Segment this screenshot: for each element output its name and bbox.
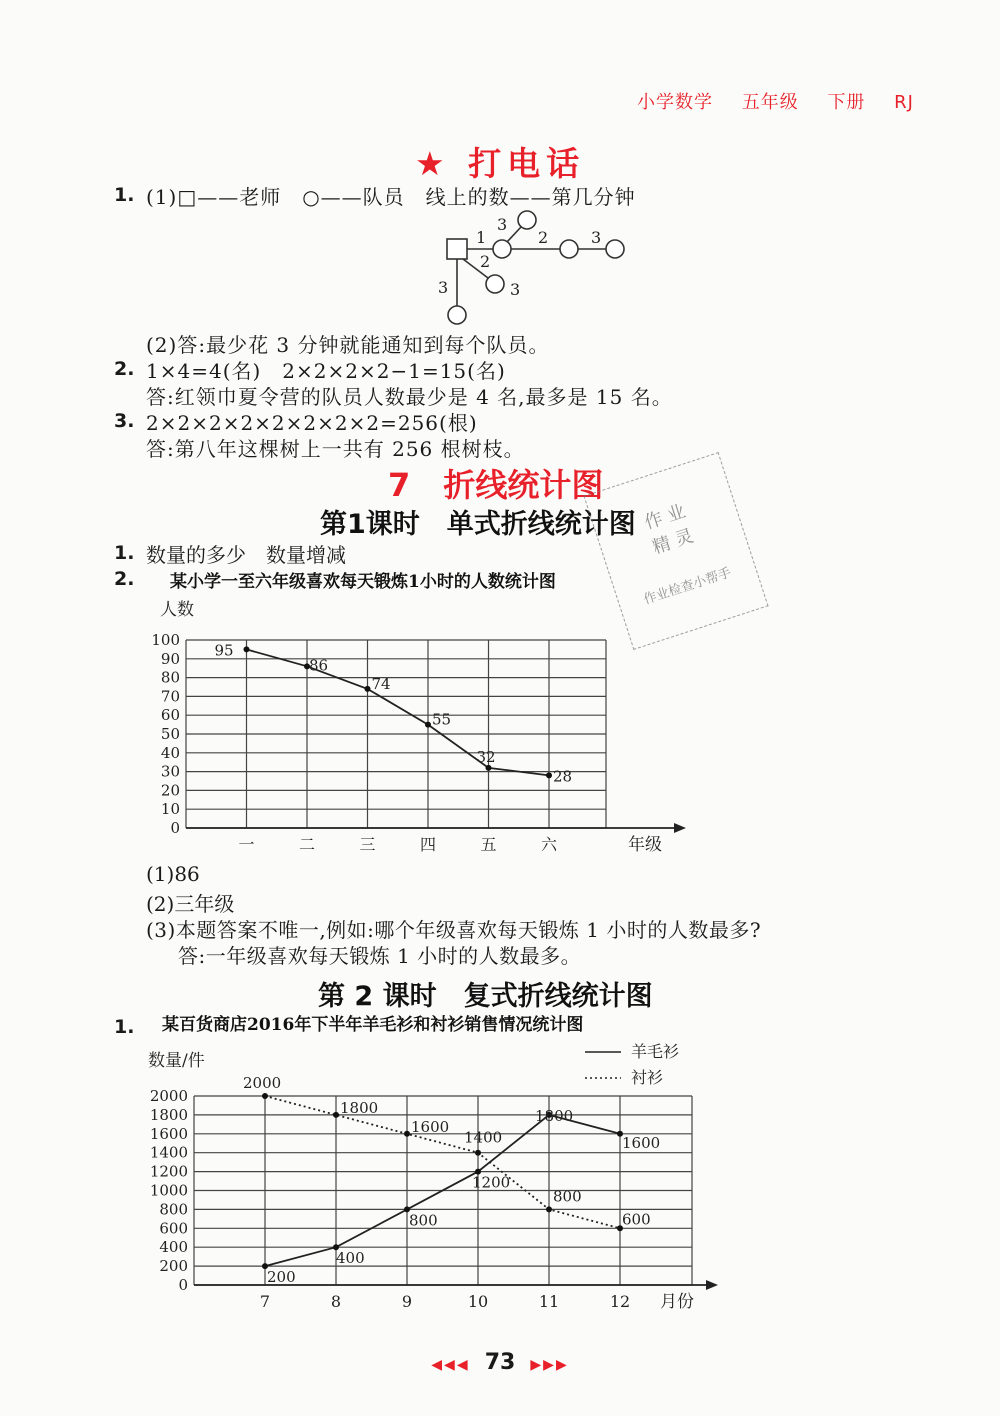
l1-answer-3: (3)本题答案不唯一,例如:哪个年级喜欢每天锻炼 1 小时的人数最多? [146, 918, 762, 942]
data-point [404, 1131, 410, 1137]
y-tick-label: 90 [160, 649, 180, 668]
q2-number: 2. [114, 358, 135, 380]
unit-title [388, 460, 603, 506]
y-tick-label: 1200 [149, 1162, 188, 1181]
data-point [475, 1150, 481, 1156]
x-tick-label: 四 [419, 835, 437, 854]
data-label: 95 [214, 641, 234, 660]
data-point [425, 722, 431, 728]
next-arrows-icon: ▶▶▶ [530, 1357, 569, 1373]
chart-exercise-grade [130, 560, 710, 865]
y-tick-label: 1800 [149, 1105, 188, 1124]
header-grade: 五年级 [741, 92, 799, 113]
data-label: 1400 [464, 1128, 503, 1147]
page-number: 73 [484, 1350, 516, 1375]
x-tick-label: 11 [538, 1292, 560, 1311]
chart-title: 某小学一至六年级喜欢每天锻炼1小时的人数统计图 [170, 572, 556, 592]
data-label: 200 [267, 1268, 296, 1287]
l1-answer-1: (1)86 [146, 862, 200, 886]
tree-label: 3 [438, 278, 449, 297]
y-tick-label: 60 [160, 706, 180, 725]
y-tick-label: 100 [151, 631, 180, 649]
l1-answer-2: (2)三年级 [146, 892, 235, 916]
y-tick-label: 0 [178, 1276, 188, 1294]
data-point [262, 1093, 268, 1099]
y-tick-label: 400 [159, 1238, 188, 1257]
tree-label: 3 [497, 215, 508, 234]
lesson1-title: 第1课时 单式折线统计图 [320, 509, 636, 540]
data-label: 1800 [535, 1106, 574, 1125]
x-axis-label: 年级 [628, 835, 662, 855]
data-label: 32 [476, 747, 496, 766]
data-point [546, 1206, 552, 1212]
data-label: 1800 [340, 1098, 379, 1117]
chart-sales-months [130, 1008, 730, 1318]
x-axis-label: 月份 [660, 1292, 694, 1312]
unit-name: 折线统计图 [443, 466, 604, 504]
x-axis-arrow [674, 823, 686, 833]
q2-calc: 1×4=4(名) 2×2×2×2−1=15(名) [146, 359, 506, 383]
y-tick-label: 70 [160, 687, 180, 706]
y-tick-label: 10 [160, 800, 180, 819]
l1-answer-4: 答:一年级喜欢每天锻炼 1 小时的人数最多。 [178, 944, 582, 968]
section-title-phone: ★ 打电话 [415, 144, 586, 183]
data-label: 800 [409, 1211, 438, 1230]
data-label: 1200 [472, 1173, 511, 1192]
x-axis-arrow [706, 1280, 718, 1290]
data-point [365, 686, 371, 692]
y-tick-label: 40 [160, 743, 180, 762]
x-tick-label: 10 [467, 1292, 489, 1311]
q3-number: 3. [114, 410, 135, 432]
unit-number: 7 [388, 466, 411, 504]
q2-answer: 答:红领巾夏令营的队员人数最少是 4 名,最多是 15 名。 [146, 385, 673, 409]
x-tick-label: 12 [609, 1292, 631, 1311]
y-tick-label: 50 [160, 725, 180, 743]
header-subject: 小学数学 [636, 92, 713, 113]
tree-label: 3 [591, 228, 602, 247]
data-label: 55 [432, 710, 452, 729]
l1-q1-text: 数量的多少 数量增减 [146, 543, 346, 567]
data-label: 2000 [243, 1074, 282, 1092]
y-tick-label: 1400 [149, 1143, 188, 1162]
y-tick-label: 80 [160, 668, 180, 687]
y-tick-label: 2000 [149, 1087, 188, 1105]
page-footer [0, 1350, 1000, 1375]
y-axis-label: 人数 [160, 600, 194, 620]
l2-q1-number: 1. [114, 1016, 135, 1038]
tree-label: 2 [538, 228, 549, 247]
x-tick-label: 三 [359, 835, 376, 854]
y-tick-label: 20 [160, 781, 180, 800]
y-tick-label: 30 [160, 762, 180, 781]
series-line-0 [247, 649, 550, 775]
q1-answer: (2)答:最少花 3 分钟就能通知到每个队员。 [146, 333, 550, 357]
q1-number: 1. [114, 184, 135, 206]
data-label: 400 [336, 1249, 365, 1268]
tree-label: 1 [476, 228, 487, 247]
data-point [546, 772, 552, 778]
data-label: 86 [309, 656, 329, 675]
l1-q1-number: 1. [114, 542, 135, 564]
x-tick-label: 二 [298, 835, 316, 854]
y-axis-label: 数量/件 [148, 1051, 205, 1071]
y-tick-label: 800 [159, 1200, 188, 1219]
q3-answer: 答:第八年这棵树上一共有 256 根树枝。 [146, 437, 525, 461]
data-point [333, 1112, 339, 1118]
tree-label: 3 [510, 280, 521, 299]
header-volume: 下册 [827, 92, 866, 113]
data-label: 600 [622, 1210, 651, 1229]
book-header [615, 88, 914, 114]
x-tick-label: 一 [238, 835, 255, 854]
x-tick-label: 8 [330, 1292, 342, 1311]
y-tick-label: 1600 [149, 1124, 188, 1143]
data-point [244, 646, 250, 652]
q3-calc: 2×2×2×2×2×2×2×2=256(根) [146, 411, 478, 435]
legend-label: 衬衫 [631, 1068, 664, 1087]
data-label: 28 [553, 767, 573, 786]
y-tick-label: 0 [170, 819, 180, 837]
phone-tree-diagram [430, 205, 650, 330]
data-label: 1600 [622, 1133, 661, 1152]
y-tick-label: 200 [159, 1257, 188, 1276]
stamp-watermark: 作 业 精 灵 作业检查小帮手 [583, 452, 768, 650]
x-tick-label: 7 [259, 1292, 271, 1311]
q1-legend: (1)□——老师 ○——队员 线上的数——第几分钟 [146, 185, 636, 209]
x-tick-label: 六 [540, 835, 558, 854]
legend-label: 羊毛衫 [631, 1042, 680, 1061]
tree-label: 2 [480, 252, 491, 271]
y-tick-label: 1000 [149, 1181, 188, 1200]
l1-q2-number: 2. [114, 568, 135, 590]
prev-arrows-icon: ◀◀◀ [431, 1357, 470, 1373]
x-tick-label: 五 [480, 835, 497, 854]
header-edition: RJ [894, 92, 914, 113]
y-tick-label: 600 [159, 1219, 188, 1238]
lesson2-title: 第 2 课时 复式折线统计图 [318, 981, 653, 1012]
chart-title: 某百货商店2016年下半年羊毛衫和衬衫销售情况统计图 [162, 1015, 584, 1035]
data-label: 1600 [411, 1117, 450, 1136]
x-tick-label: 9 [401, 1292, 413, 1311]
data-label: 74 [371, 674, 391, 693]
data-label: 800 [553, 1187, 582, 1206]
